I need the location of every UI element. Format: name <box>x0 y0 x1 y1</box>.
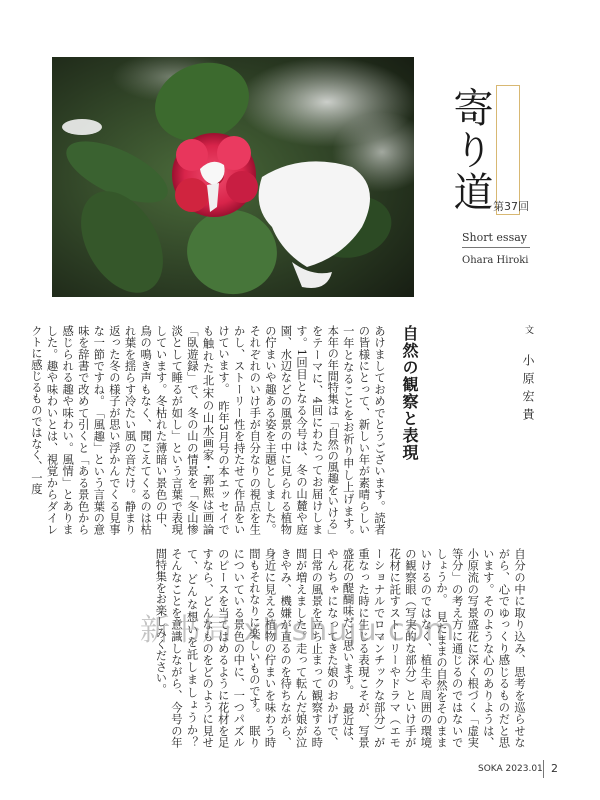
photo-illustration <box>52 57 414 297</box>
author-byline <box>520 325 537 426</box>
series-label: Short essay <box>462 231 527 244</box>
title-block <box>447 85 520 213</box>
essay-heading: 自然の観察と表現 <box>400 325 419 461</box>
watermark: 新书局 xinshuju.com <box>140 613 456 648</box>
issue-number: 第37回 <box>493 200 529 213</box>
author-name-en: Ohara Hiroki <box>462 255 529 266</box>
footer-divider <box>543 760 544 778</box>
page-number: 2 <box>551 762 558 775</box>
author-label: 文 <box>523 325 533 334</box>
title-frame <box>496 85 520 215</box>
divider <box>462 247 530 248</box>
magazine-issue: SOKA 2023.01 <box>478 764 543 774</box>
page-title: 寄り道 <box>447 87 493 213</box>
essay-body-upper: あけましておめでとうございます。読者の皆様にとって、新しい年が素晴らしい一年となることをお祈り申し上げます。 本年の年間特集は「自然の風趣をいける」をテーマに、4回にわたってお届けします。1回目となる今号は、冬の山麓や庭園、水辺などの風景の中に見られる植物の佇まいや趣ある姿を主題としました。それぞれのいけ手が自分なりの視点を生かし、ストーリー性を持たせて作品をいけています。 昨年3月号の本エッセイでも触れた北宋の山水画家・郭熙は画論「臥遊録」で、冬の山の情景を「冬山惨淡として睡るが如し」という言葉で表現しています。冬枯れた薄暗い景色の中、鳥の鳴き声もなく、聞こえてくるのは枯れ葉を揺らす冷たい風の音だけ。静まり返った冬の様子が思い浮かんでくる見事な一節ですね。 「風趣」という言葉の意味を辞書で改めて引くと「ある景色から感じられる趣や味わい。風情」とありました。趣や味わいとは、視覚からダイレクトに感じるものではなく、一度 <box>29 325 386 547</box>
camellia-snow-photo <box>52 57 414 297</box>
essay-body-lower: 自分の中に取り込み、思考を巡らせながら、心でゆっくり感じるものだと思います。そのような心のありようは、小原流の写景盛花に深く根づく「虚実等分」の考え方に通じるのではないでしょうか。 見たままの自然をそのままいけるのではなく、植生や周囲の環境の観察眼（写実的な部分）といけ手が花材に託すストーリーやドラマ（エモーショナルでロマンチックな部分）が重なった時に生じる表現こそが、写景盛花の醍醐味だと思います。 最近は、やんちゃになってきた娘のおかげで、日常の風景を立ち止まって観察する時間が増えました。走って転んだ娘が泣きやみ、機嫌が直るのを待ちながら、身近に見える植物の佇まいを味わう時間もそれなりに楽しいものです。 眠りについている景色の中に、一つパズルのピースを当てはめるように花材を足すなら、どんなものをどのように見せて、どんな想いを託しましょうか？ そんなことを意識しながら、今号の年間特集をお楽しみください。 <box>154 548 526 760</box>
author-name-jp: 小原宏貴 <box>521 353 535 426</box>
